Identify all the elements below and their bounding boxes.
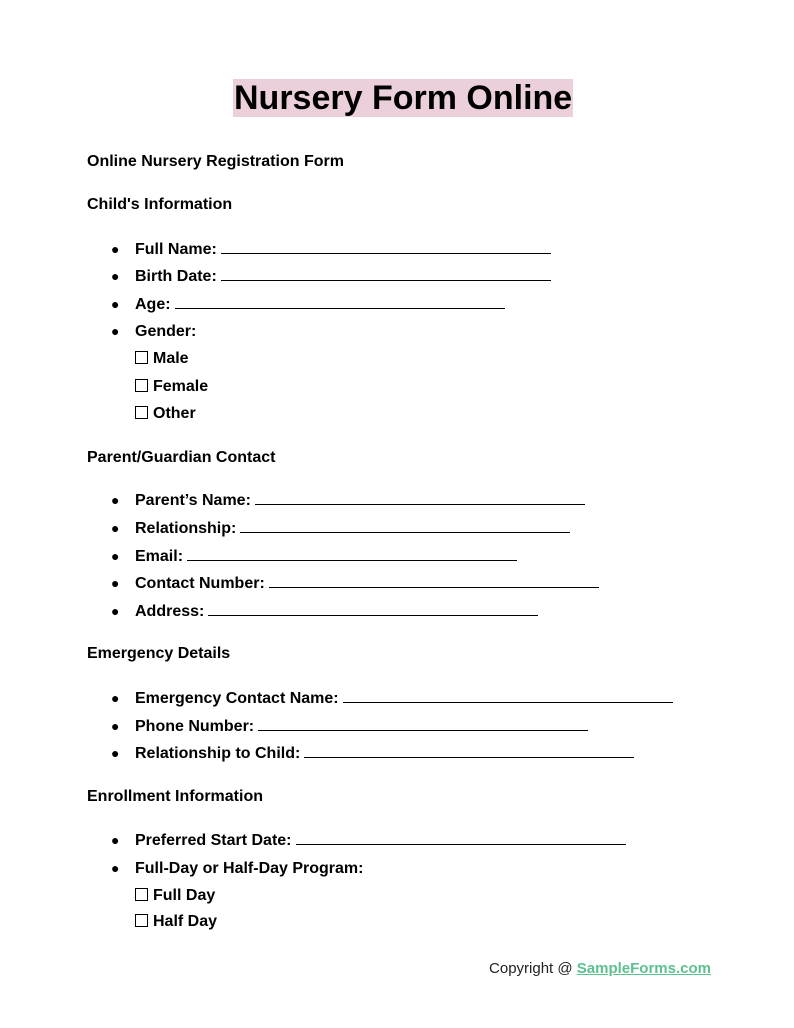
field-label: Birth Date:	[135, 268, 217, 285]
field-contact-number[interactable]	[111, 573, 599, 594]
input-line[interactable]	[221, 266, 551, 281]
input-line[interactable]	[175, 294, 505, 309]
field-gender	[111, 321, 196, 342]
field-label: Emergency Contact Name:	[135, 690, 339, 707]
bullet-icon: ●	[111, 690, 120, 706]
field-label: Gender:	[135, 323, 197, 340]
checkbox-icon[interactable]	[135, 351, 148, 364]
field-label: Full-Day or Half-Day Program:	[135, 860, 364, 877]
checkbox-male[interactable]	[135, 349, 189, 369]
option-label: Full Day	[153, 887, 216, 904]
checkbox-female[interactable]	[135, 377, 208, 397]
option-label: Female	[153, 378, 209, 395]
section-heading-child: Child's Information	[87, 196, 233, 213]
field-label: Relationship to Child:	[135, 745, 301, 762]
footer	[489, 960, 711, 977]
sampleforms-link[interactable]: SampleForms.com	[576, 960, 711, 977]
checkbox-icon[interactable]	[135, 914, 148, 927]
bullet-icon: ●	[111, 832, 120, 848]
input-line[interactable]	[240, 518, 570, 533]
checkbox-full-day[interactable]	[135, 886, 215, 906]
field-label: Email:	[135, 548, 184, 565]
field-relationship[interactable]	[111, 518, 570, 539]
field-birth-date[interactable]	[111, 266, 551, 287]
checkbox-other[interactable]	[135, 404, 196, 424]
option-label: Male	[153, 350, 189, 367]
bullet-icon: ●	[111, 603, 120, 619]
input-line[interactable]	[208, 601, 538, 616]
field-label: Contact Number:	[135, 575, 265, 592]
field-emergency-contact-name[interactable]	[111, 688, 673, 709]
input-line[interactable]	[221, 239, 551, 254]
checkbox-icon[interactable]	[135, 406, 148, 419]
bullet-icon: ●	[111, 296, 120, 312]
bullet-icon: ●	[111, 575, 120, 591]
field-preferred-start-date[interactable]	[111, 830, 626, 851]
field-relationship-to-child[interactable]	[111, 743, 634, 764]
checkbox-half-day[interactable]	[135, 912, 217, 932]
bullet-icon: ●	[111, 860, 120, 876]
field-program	[111, 858, 363, 879]
input-line[interactable]	[304, 743, 634, 758]
input-line[interactable]	[187, 546, 517, 561]
field-address[interactable]	[111, 601, 538, 622]
input-line[interactable]	[258, 716, 588, 731]
section-heading-enrollment: Enrollment Information	[87, 788, 263, 805]
field-label: Preferred Start Date:	[135, 832, 292, 849]
input-line[interactable]	[296, 830, 626, 845]
bullet-icon: ●	[111, 548, 120, 564]
field-email[interactable]	[111, 546, 517, 567]
bullet-icon: ●	[111, 492, 120, 508]
section-heading-parent: Parent/Guardian Contact	[87, 449, 276, 466]
field-parent-name[interactable]	[111, 490, 585, 511]
field-label: Phone Number:	[135, 718, 255, 735]
bullet-icon: ●	[111, 268, 120, 284]
checkbox-icon[interactable]	[135, 379, 148, 392]
field-phone-number[interactable]	[111, 716, 588, 737]
field-label: Relationship:	[135, 520, 237, 537]
copyright-text: Copyright @	[489, 960, 573, 977]
bullet-icon: ●	[111, 323, 120, 339]
option-label: Other	[153, 405, 196, 422]
checkbox-icon[interactable]	[135, 888, 148, 901]
bullet-icon: ●	[111, 745, 120, 761]
page-title: Nursery Form Online	[234, 79, 573, 117]
field-label: Address:	[135, 603, 205, 620]
bullet-icon: ●	[111, 718, 120, 734]
field-age[interactable]	[111, 294, 505, 315]
field-full-name[interactable]	[111, 239, 551, 260]
input-line[interactable]	[269, 573, 599, 588]
field-label: Parent’s Name:	[135, 492, 251, 509]
option-label: Half Day	[153, 913, 218, 930]
bullet-icon: ●	[111, 520, 120, 536]
input-line[interactable]	[343, 688, 673, 703]
input-line[interactable]	[255, 490, 585, 505]
section-heading-emergency: Emergency Details	[87, 645, 231, 662]
field-label: Age:	[135, 296, 171, 313]
form-subtitle: Online Nursery Registration Form	[87, 153, 344, 170]
field-label: Full Name:	[135, 241, 217, 258]
bullet-icon: ●	[111, 241, 120, 257]
